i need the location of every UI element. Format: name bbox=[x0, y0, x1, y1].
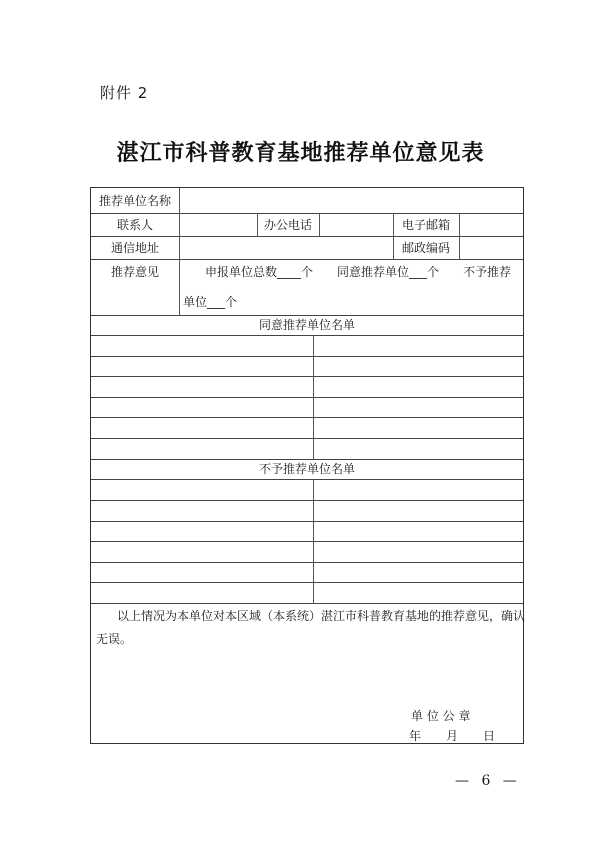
opinion-line-2: 单位___个 bbox=[183, 295, 238, 309]
rejected-list-rows[interactable] bbox=[91, 479, 523, 603]
phone-label: 办公电话 bbox=[263, 217, 312, 232]
statement-line-2: 无误。 bbox=[96, 632, 133, 646]
date-day: 日 bbox=[483, 729, 496, 743]
contact-label: 联系人 bbox=[116, 217, 153, 232]
statement-line-1: 以上情况为本单位对本区域（本系统）湛江市科普教育基地的推荐意见，确认 bbox=[117, 609, 526, 623]
unit-name-field[interactable] bbox=[180, 188, 523, 213]
date-year: 年 bbox=[409, 729, 422, 743]
email-label: 电子邮箱 bbox=[401, 217, 450, 232]
approved-list-heading: 同意推荐单位名单 bbox=[258, 318, 355, 332]
postcode-label: 邮政编码 bbox=[401, 240, 450, 255]
contact-field[interactable] bbox=[180, 213, 257, 236]
page-title: 湛江市科普教育基地推荐单位意见表 bbox=[116, 140, 485, 166]
recommendation-form bbox=[90, 187, 524, 744]
opinion-line-1: 申报单位总数____个 同意推荐单位___个 不予推荐 bbox=[205, 265, 512, 279]
rejected-list-heading: 不予推荐单位名单 bbox=[258, 462, 355, 476]
unit-name-label: 推荐单位名称 bbox=[98, 193, 171, 208]
opinion-label: 推荐意见 bbox=[110, 265, 159, 279]
email-field[interactable] bbox=[460, 213, 523, 236]
approved-list-rows[interactable] bbox=[91, 335, 523, 459]
attachment-label: 附件 2 bbox=[100, 84, 149, 102]
postcode-field[interactable] bbox=[460, 236, 523, 259]
seal-label: 单 位 公 章 bbox=[411, 709, 471, 723]
page-number: — 6 — bbox=[455, 773, 521, 789]
date-month: 月 bbox=[446, 729, 459, 743]
phone-field[interactable] bbox=[320, 213, 393, 236]
address-label: 通信地址 bbox=[110, 240, 159, 255]
address-field[interactable] bbox=[180, 236, 393, 259]
